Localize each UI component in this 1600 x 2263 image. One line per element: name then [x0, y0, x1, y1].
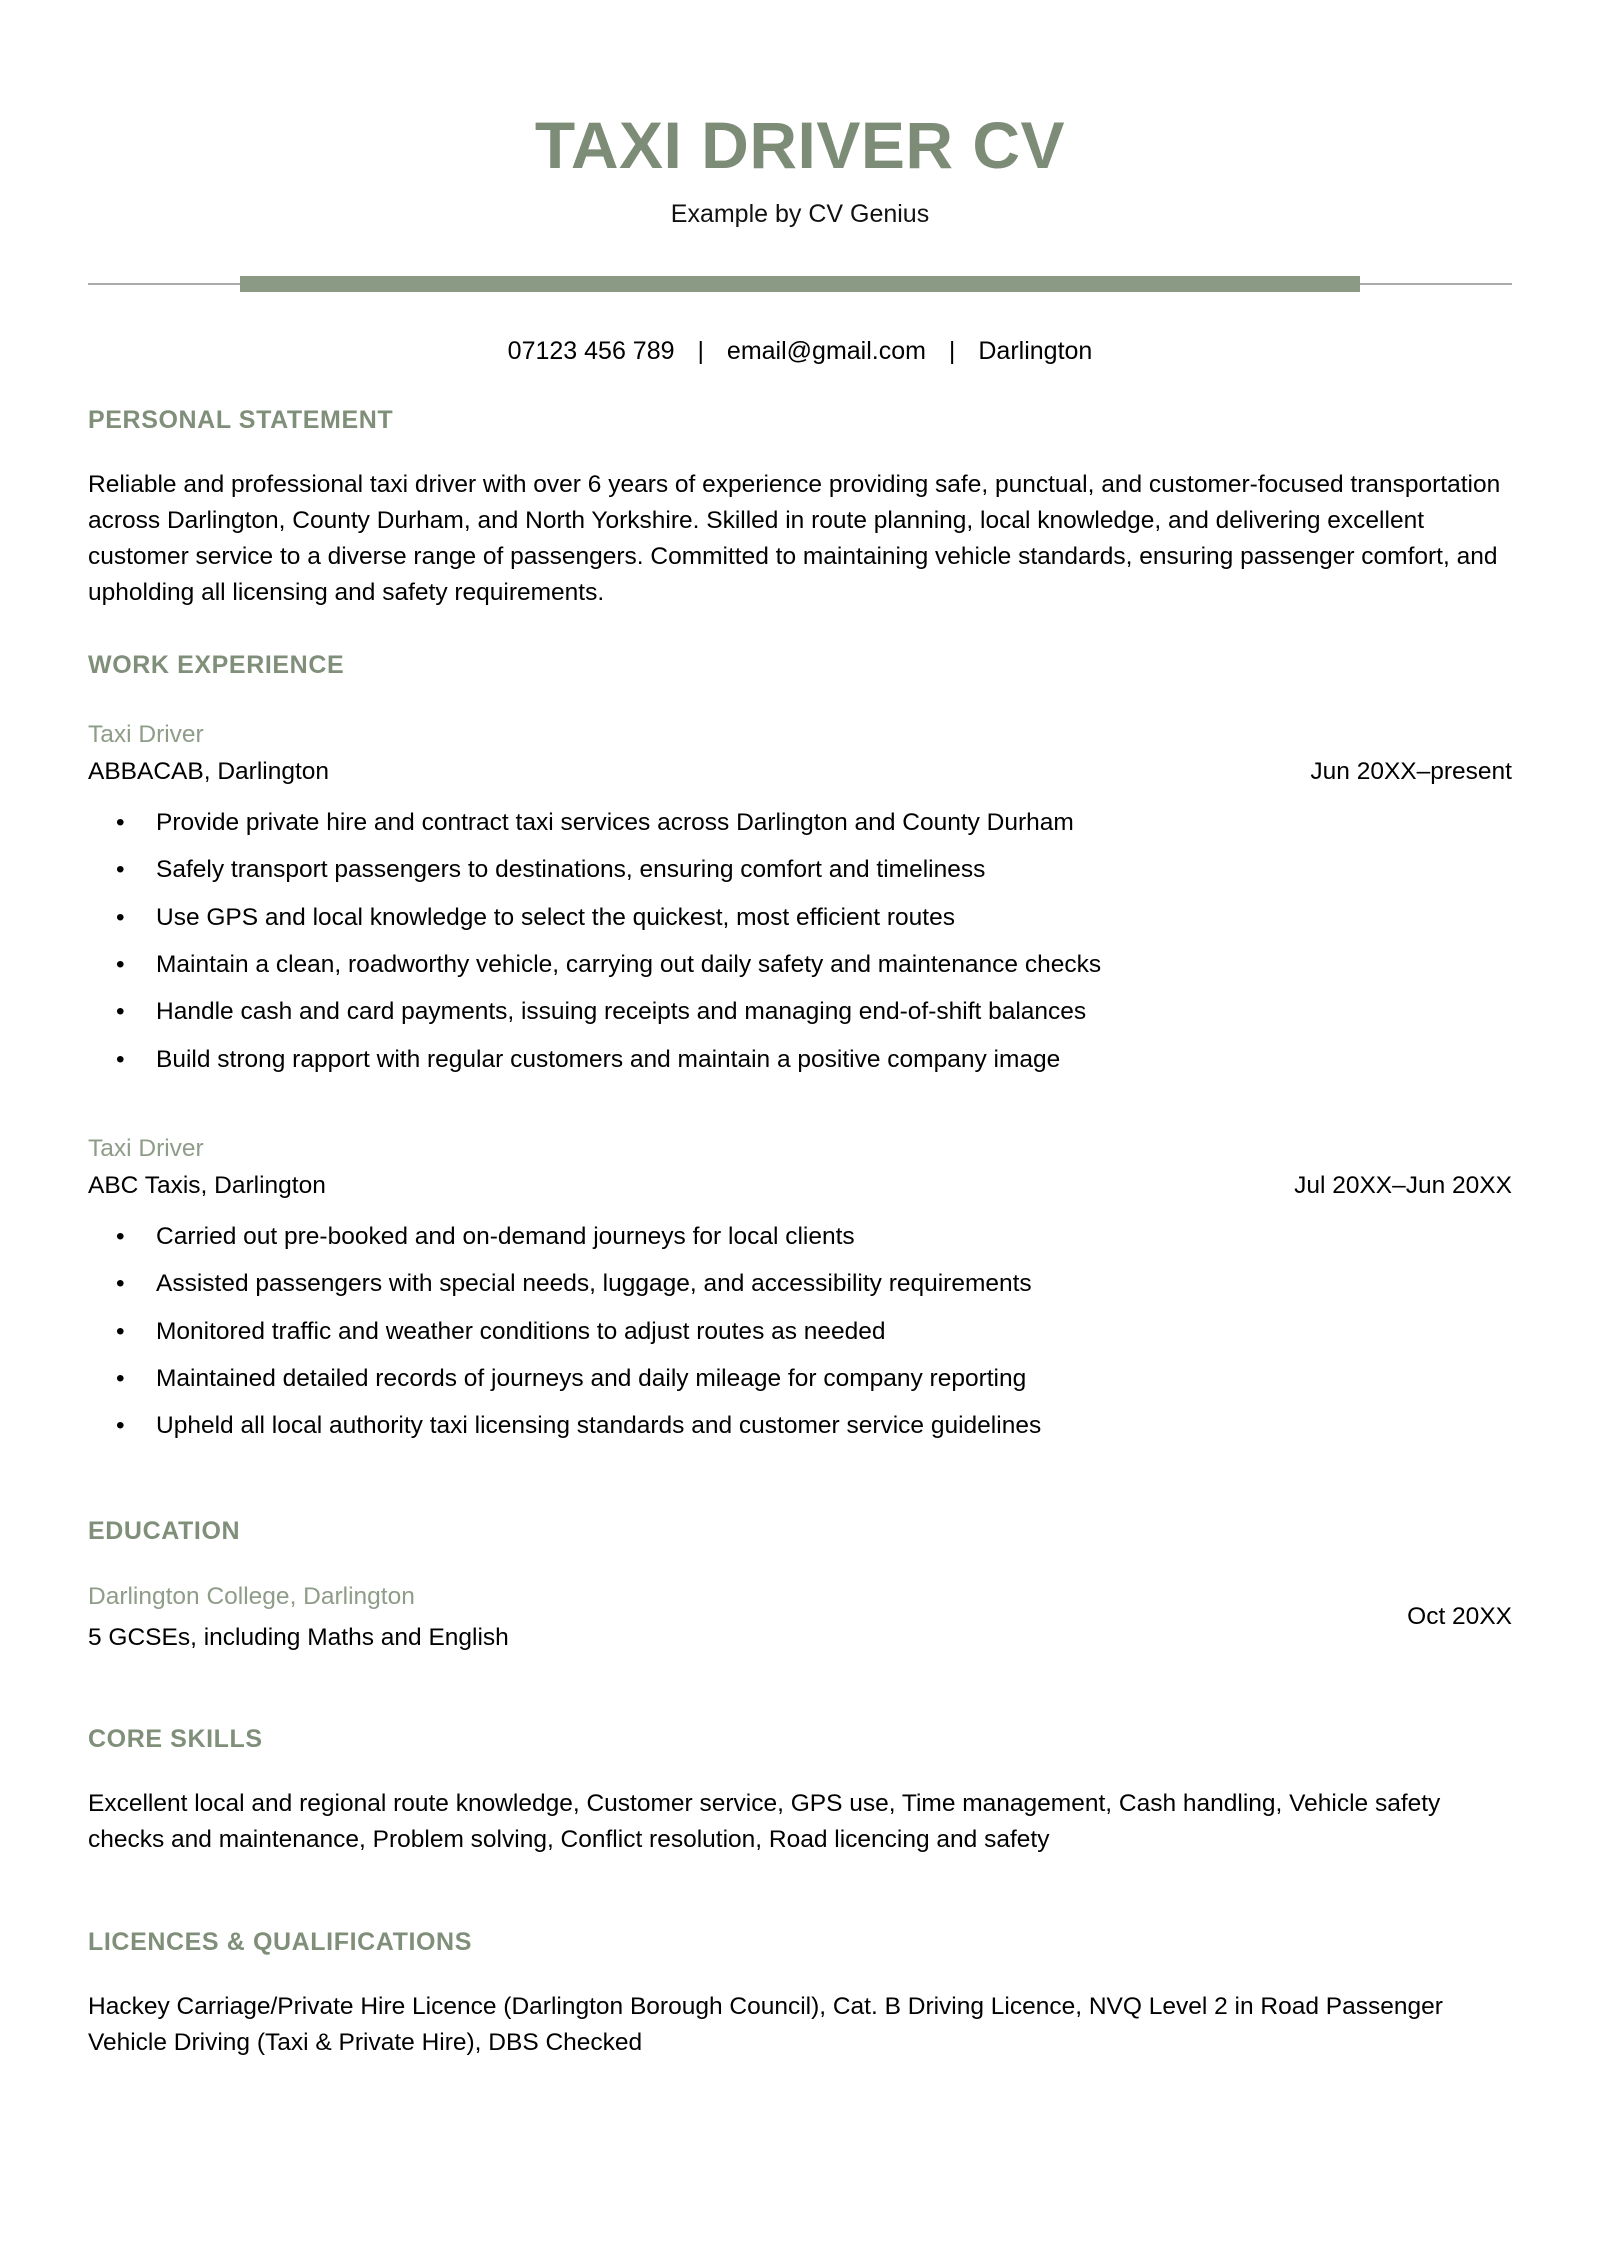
section-heading-core-skills: CORE SKILLS	[88, 1725, 263, 1754]
divider-bar	[240, 276, 1360, 292]
list-item-text: Build strong rapport with regular customers and maintain a positive company image	[156, 1045, 1061, 1073]
contact-phone: 07123 456 789	[507, 337, 675, 365]
contact-line	[88, 337, 1512, 366]
list-item	[88, 853, 1512, 886]
work-entry-title: Taxi Driver	[88, 721, 204, 748]
list-item	[88, 901, 1512, 934]
core-skills-text: Excellent local and regional route knowledge, Customer service, GPS use, Time management, Cash handling, Vehicle safety checks and maintenance, Problem solving, Conflict resolution, Road licencing and safety	[88, 1790, 1441, 1854]
licences-text: Hackey Carriage/Private Hire Licence (Darlington Borough Council), Cat. B Driving Licence, NVQ Level 2 in Road Passenger Vehicle Driving (Taxi & Private Hire), DBS Checked	[88, 1993, 1443, 2057]
bullet-icon: •	[116, 998, 125, 1026]
divider-thin-left	[88, 283, 240, 285]
work-entry-date: Jul 20XX–Jun 20XX	[1294, 1172, 1512, 1200]
bullet-icon: •	[116, 1412, 125, 1440]
work-entry-organisation: ABC Taxis, Darlington	[88, 1172, 326, 1200]
contact-separator-1: |	[697, 337, 704, 365]
header-divider	[88, 275, 1512, 293]
section-heading-licences-qualifications: LICENCES & QUALIFICATIONS	[88, 1928, 472, 1957]
licences-body	[88, 1989, 1512, 2061]
divider-thin-right	[1360, 283, 1512, 285]
bullet-icon: •	[116, 1270, 125, 1298]
section-personal-statement	[88, 406, 1512, 611]
list-item-text: Safely transport passengers to destinations, ensuring comfort and timeliness	[156, 856, 986, 884]
list-item	[88, 995, 1512, 1028]
list-item-text: Use GPS and local knowledge to select the quickest, most efficient routes	[156, 903, 955, 931]
bullet-icon: •	[116, 1317, 125, 1345]
contact-location: Darlington	[978, 337, 1093, 365]
bullet-icon: •	[116, 856, 125, 884]
list-item	[88, 1043, 1512, 1076]
work-entry	[88, 1132, 1512, 1443]
bullet-icon: •	[116, 1223, 125, 1251]
bottom-spacer	[88, 2061, 1512, 2095]
section-education	[88, 1517, 1512, 1656]
education-entry	[88, 1580, 1512, 1656]
education-entry-details	[88, 1580, 1383, 1656]
list-item-text: Monitored traffic and weather conditions to adjust routes as needed	[156, 1317, 886, 1345]
work-entry	[88, 718, 1512, 1076]
bullet-icon: •	[116, 1045, 125, 1073]
work-entry-bullets	[88, 806, 1512, 1076]
list-item	[88, 1220, 1512, 1253]
section-licences-qualifications	[88, 1928, 1512, 2061]
page-subtitle: Example by CV Genius	[670, 200, 930, 228]
education-date: Oct 20XX	[1407, 1603, 1512, 1631]
bullet-icon: •	[116, 1365, 125, 1393]
list-item	[88, 1409, 1512, 1442]
personal-statement-body	[88, 467, 1512, 611]
list-item-text: Carried out pre-booked and on-demand journeys for local clients	[156, 1223, 855, 1251]
list-item	[88, 1267, 1512, 1300]
bullet-icon: •	[116, 809, 125, 837]
work-entry-title: Taxi Driver	[88, 1135, 204, 1162]
work-entry-date: Jun 20XX–present	[1310, 758, 1512, 786]
section-heading-work-experience: WORK EXPERIENCE	[88, 651, 345, 679]
page-title: TAXI DRIVER CV	[534, 108, 1066, 182]
work-entry-meta	[88, 755, 1512, 788]
list-item-text: Maintained detailed records of journeys and daily mileage for company reporting	[156, 1365, 1027, 1393]
bullet-icon: •	[116, 903, 125, 931]
list-item	[88, 948, 1512, 981]
list-item	[88, 1362, 1512, 1395]
section-heading-personal-statement: PERSONAL STATEMENT	[88, 406, 394, 434]
section-heading-education: EDUCATION	[88, 1516, 241, 1545]
list-item-text: Assisted passengers with special needs, luggage, and accessibility requirements	[156, 1270, 1032, 1298]
contact-separator-2: |	[948, 337, 956, 365]
list-item-text: Provide private hire and contract taxi services across Darlington and County Durham	[156, 809, 1074, 837]
list-item-text: Upheld all local authority taxi licensing standards and customer service guidelines	[156, 1412, 1042, 1440]
work-entry-meta	[88, 1169, 1512, 1202]
list-item	[88, 806, 1512, 839]
personal-statement-text: Reliable and professional taxi driver with over 6 years of experience providing safe, punctual, and customer-focused transportation across Darlington, County Durham, and North Yorkshire. Skilled in route planning, local knowledge, and delivering excellent customer service to a diverse range of passengers. Committed to maintaining vehicle standards, ensuring passenger comfort, and upholding all licensing and safety requirements.	[88, 471, 1501, 606]
bullet-icon: •	[116, 951, 125, 979]
work-entry-bullets	[88, 1220, 1512, 1443]
work-entry-organisation: ABBACAB, Darlington	[88, 758, 330, 786]
list-item	[88, 1315, 1512, 1348]
education-school: Darlington College, Darlington	[88, 1582, 415, 1610]
section-work-experience	[88, 651, 1512, 1443]
contact-email: email@gmail.com	[726, 337, 926, 365]
section-core-skills	[88, 1725, 1512, 1858]
education-degree: 5 GCSEs, including Maths and English	[88, 1624, 509, 1652]
cv-header	[0, 0, 1600, 229]
list-item-text: Handle cash and card payments, issuing receipts and managing end-of-shift balances	[156, 998, 1087, 1026]
core-skills-body	[88, 1786, 1512, 1858]
list-item-text: Maintain a clean, roadworthy vehicle, carrying out daily safety and maintenance checks	[156, 951, 1102, 979]
